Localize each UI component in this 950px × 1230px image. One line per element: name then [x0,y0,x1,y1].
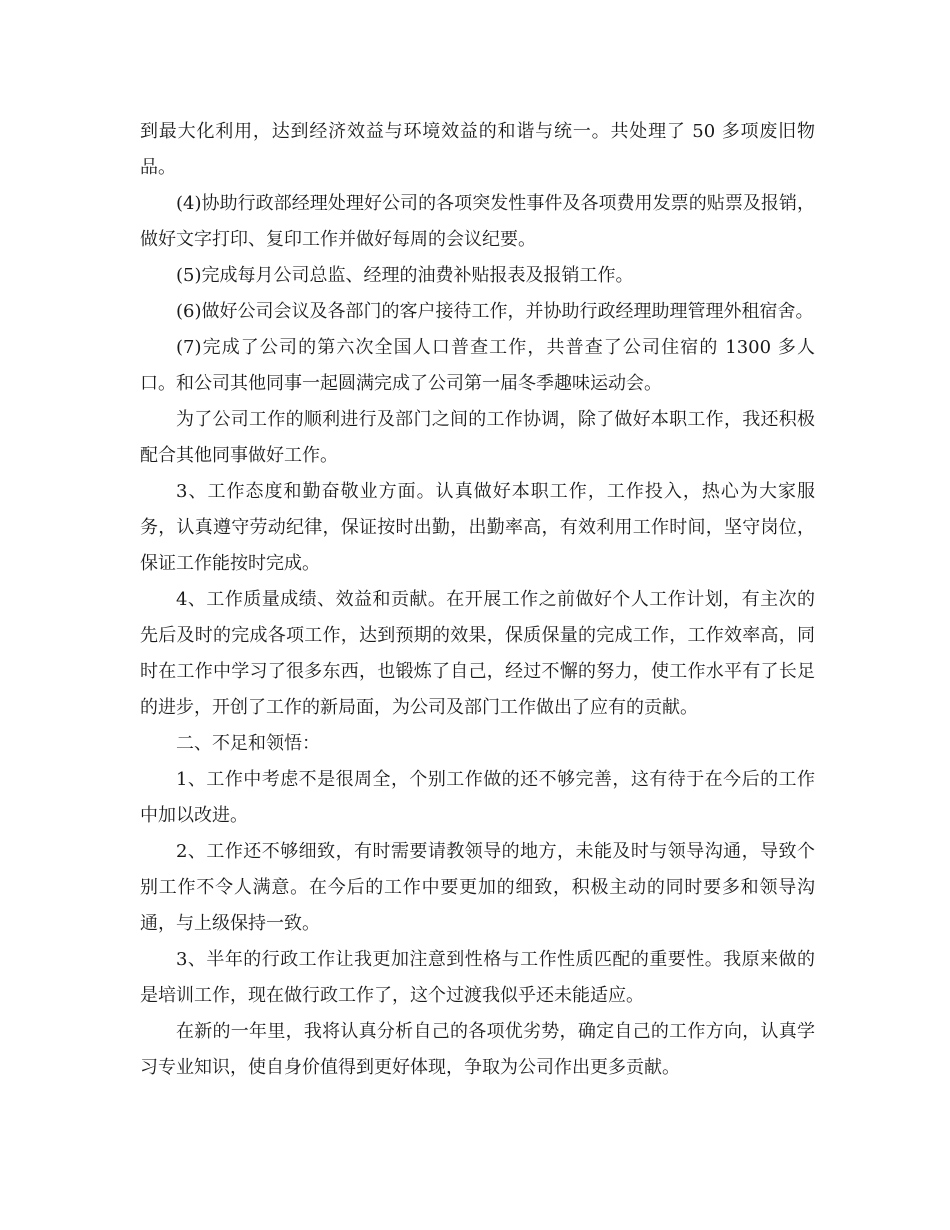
document-body [140,114,815,1086]
paragraph-shortcoming-3: 3、半年的行政工作让我更加注意到性格与工作性质匹配的重要性。我原来做的是培训工作，现在做行政工作了，这个过渡我似乎还未能适应。 [140,949,815,1006]
paragraph-item-4: (4)协助行政部经理处理好公司的各项突发性事件及各项费用发票的贴票及报销，做好文字打印、复印工作并做好每周的会议纪要。 [140,193,815,250]
paragraph-section-4-quality: 4、工作质量成绩、效益和贡献。在开展工作之前做好个人工作计划，有主次的先后及时的完成各项工作，达到预期的效果，保质保量的完成工作，工作效率高，同时在工作中学习了很多东西，也锻炼了自己，经过不懈的努力，使工作水平有了长足的进步，开创了工作的新局面，为公司及部门工作做出了应有的贡献。 [140,589,815,718]
paragraph-cooperation: 为了公司工作的顺利进行及部门之间的工作协调，除了做好本职工作，我还积极配合其他同事做好工作。 [140,409,815,466]
paragraph-section-3-attitude: 3、工作态度和勤奋敬业方面。认真做好本职工作，工作投入，热心为大家服务，认真遵守劳动纪律，保证按时出勤，出勤率高，有效利用工作时间，坚守岗位，保证工作能按时完成。 [140,481,815,574]
paragraph-continuation: 到最大化利用，达到经济效益与环境效益的和谐与统一。共处理了 50 多项废旧物品。 [140,121,815,178]
paragraph-shortcoming-1: 1、工作中考虑不是很周全，个别工作做的还不够完善，这有待于在今后的工作中加以改进。 [140,769,815,826]
paragraph-conclusion: 在新的一年里，我将认真分析自己的各项优劣势，确定自己的工作方向，认真学习专业知识，使自身价值得到更好体现，争取为公司作出更多贡献。 [140,1021,815,1078]
paragraph-item-6: (6)做好公司会议及各部门的客户接待工作，并协助行政经理助理管理外租宿舍。 [176,301,814,322]
paragraph-item-7: (7)完成了公司的第六次全国人口普查工作，共普查了公司住宿的 1300 多人口。和公司其他同事一起圆满完成了公司第一届冬季趣味运动会。 [140,337,815,394]
paragraph-shortcoming-2: 2、工作还不够细致，有时需要请教领导的地方，未能及时与领导沟通，导致个别工作不令人满意。在今后的工作中要更加的细致，积极主动的同时要多和领导沟通，与上级保持一致。 [140,841,815,934]
paragraph-item-5: (5)完成每月公司总监、经理的油费补贴报表及报销工作。 [176,265,634,286]
section-heading-shortcomings: 二、不足和领悟： [176,733,320,754]
